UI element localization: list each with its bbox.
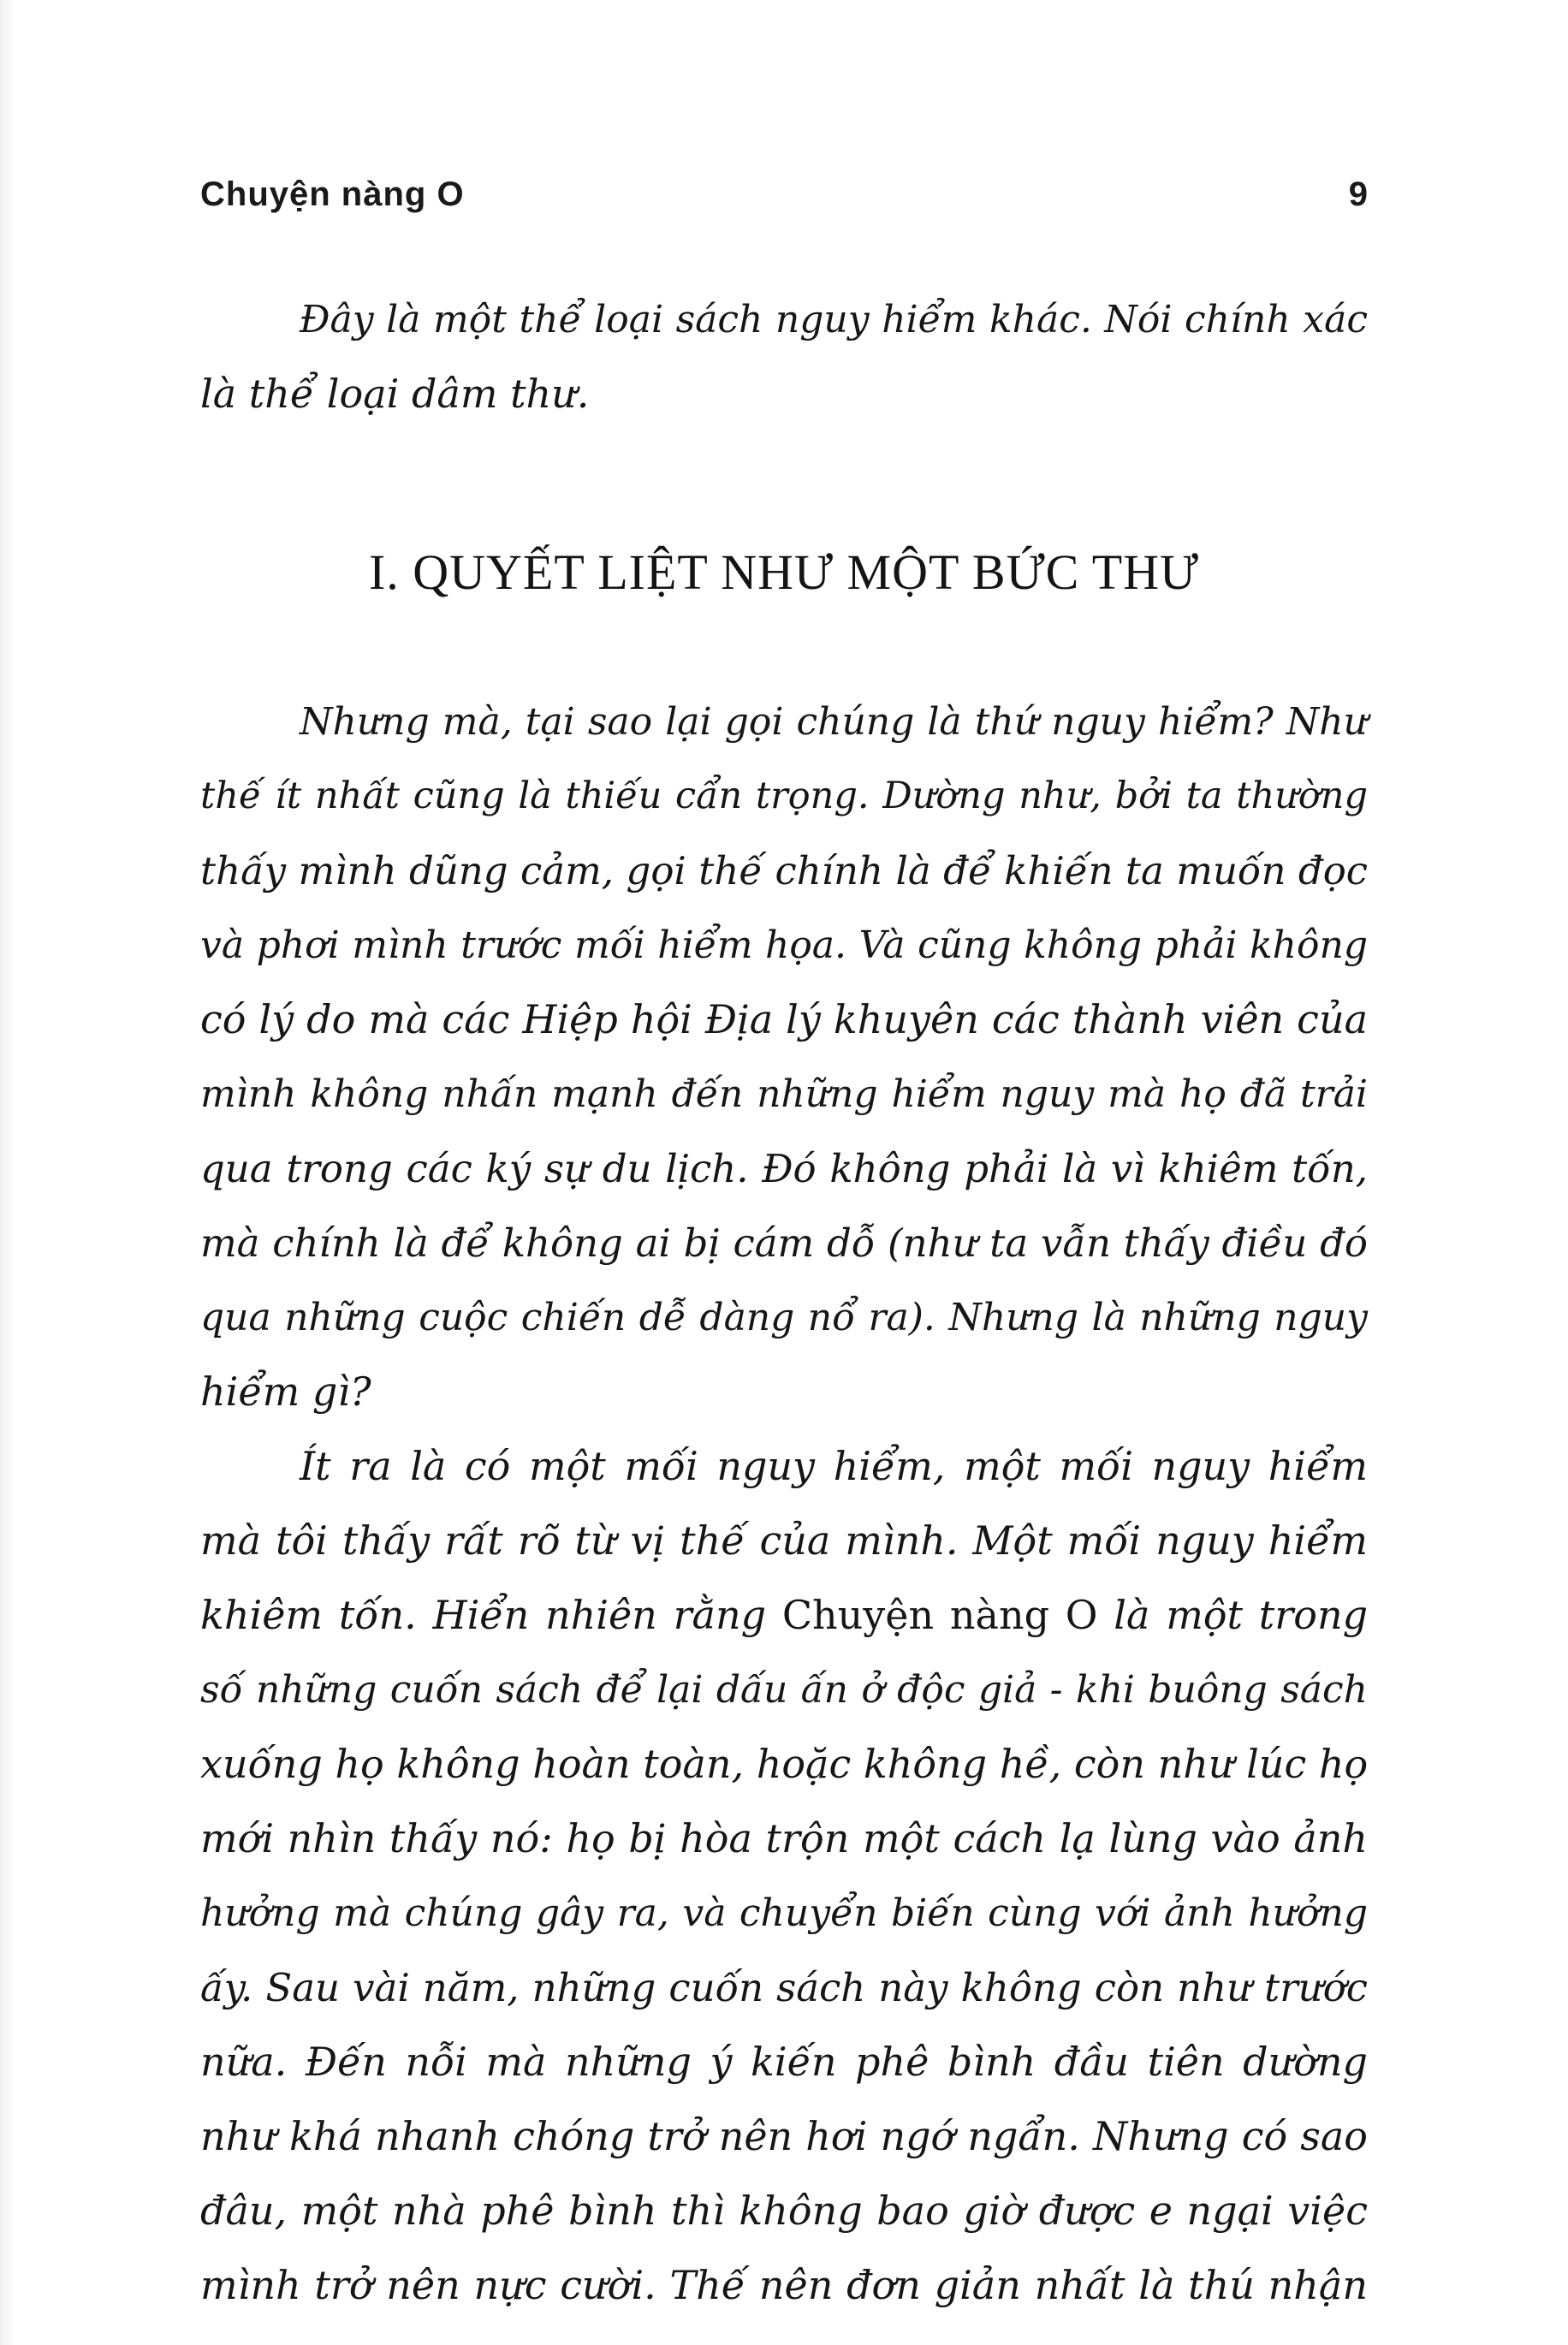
- body-line: Ít ra là có một mối nguy hiểm, một mối nguy hiểm: [300, 1443, 1368, 1489]
- body-line: nữa. Đến nỗi mà những ý kiến phê bình đầu tiên dường: [200, 2039, 1368, 2085]
- body-line: hưởng mà chúng gây ra, và chuyển biến cùng với ảnh hưởng: [200, 1891, 1368, 1935]
- book-title-inline: Chuyện nàng O: [781, 1592, 1098, 1638]
- body-line: qua những cuộc chiến dễ dàng nổ ra). Nhưng là những nguy: [200, 1296, 1368, 1339]
- body-line: mà chính là để không ai bị cám dỗ (như ta vẫn thấy điều đó: [200, 1220, 1368, 1266]
- body-line: như khá nhanh chóng trở nên hơi ngớ ngẩn. Nhưng có sao: [200, 2113, 1368, 2159]
- body-line: thấy mình dũng cảm, gọi thế chính là để khiến ta muốn đọc: [200, 848, 1368, 893]
- body-line: mình trở nên nực cười. Thế nên đơn giản nhất là thú nhận: [200, 2262, 1368, 2308]
- running-title: Chuyện nàng O: [200, 175, 465, 213]
- body-line: qua trong các ký sự du lịch. Đó không phải là vì khiêm tốn,: [200, 1146, 1368, 1191]
- epigraph-line: Đây là một thể loại sách nguy hiểm khác. Nói chính xác: [300, 298, 1368, 341]
- page-number: 9: [1348, 175, 1368, 213]
- body-line: mà tôi thấy rất rõ từ vị thế của mình. Một mối nguy hiểm: [200, 1517, 1368, 1564]
- body-line: ấy. Sau vài năm, những cuốn sách này không còn như trước: [200, 1965, 1368, 2010]
- body-line: mới nhìn thấy nó: họ bị hòa trộn một cách lạ lùng vào ảnh: [200, 1815, 1368, 1861]
- body-line: thế ít nhất cũng là thiếu cẩn trọng. Dường như, bởi ta thường: [200, 775, 1368, 817]
- running-head: [200, 175, 1368, 235]
- body-line: hiểm gì?: [200, 1368, 371, 1415]
- page-edge: [0, 0, 15, 2345]
- body-line-part: khiêm tốn. Hiển nhiên rằng: [200, 1592, 767, 1638]
- body-line: và phơi mình trước mối hiểm họa. Và cũng không phải không: [200, 923, 1368, 967]
- body-text: [200, 685, 1368, 2323]
- body-line: số những cuốn sách để lại dấu ấn ở độc giả - khi buông sách: [200, 1668, 1368, 1712]
- chapter-heading: I. QUYẾT LIỆT NHƯ MỘT BỨC THƯ: [368, 544, 1200, 600]
- epigraph-line: là thể loại dâm thư.: [200, 371, 590, 417]
- body-line-part: là một trong: [1114, 1592, 1369, 1638]
- epigraph: [200, 282, 1368, 431]
- body-line: có lý do mà các Hiệp hội Địa lý khuyên các thành viên của: [200, 996, 1368, 1042]
- body-line: xuống họ không hoàn toàn, hoặc không hề, còn như lúc họ: [200, 1741, 1369, 1787]
- body-line: đâu, một nhà phê bình thì không bao giờ được e ngại việc: [200, 2188, 1368, 2234]
- body-line: mình không nhấn mạnh đến những hiểm nguy mà họ đã trải: [200, 1072, 1368, 1116]
- body-line: Nhưng mà, tại sao lại gọi chúng là thứ nguy hiểm? Như: [300, 700, 1368, 744]
- body-line-mixed: [200, 1578, 1368, 1653]
